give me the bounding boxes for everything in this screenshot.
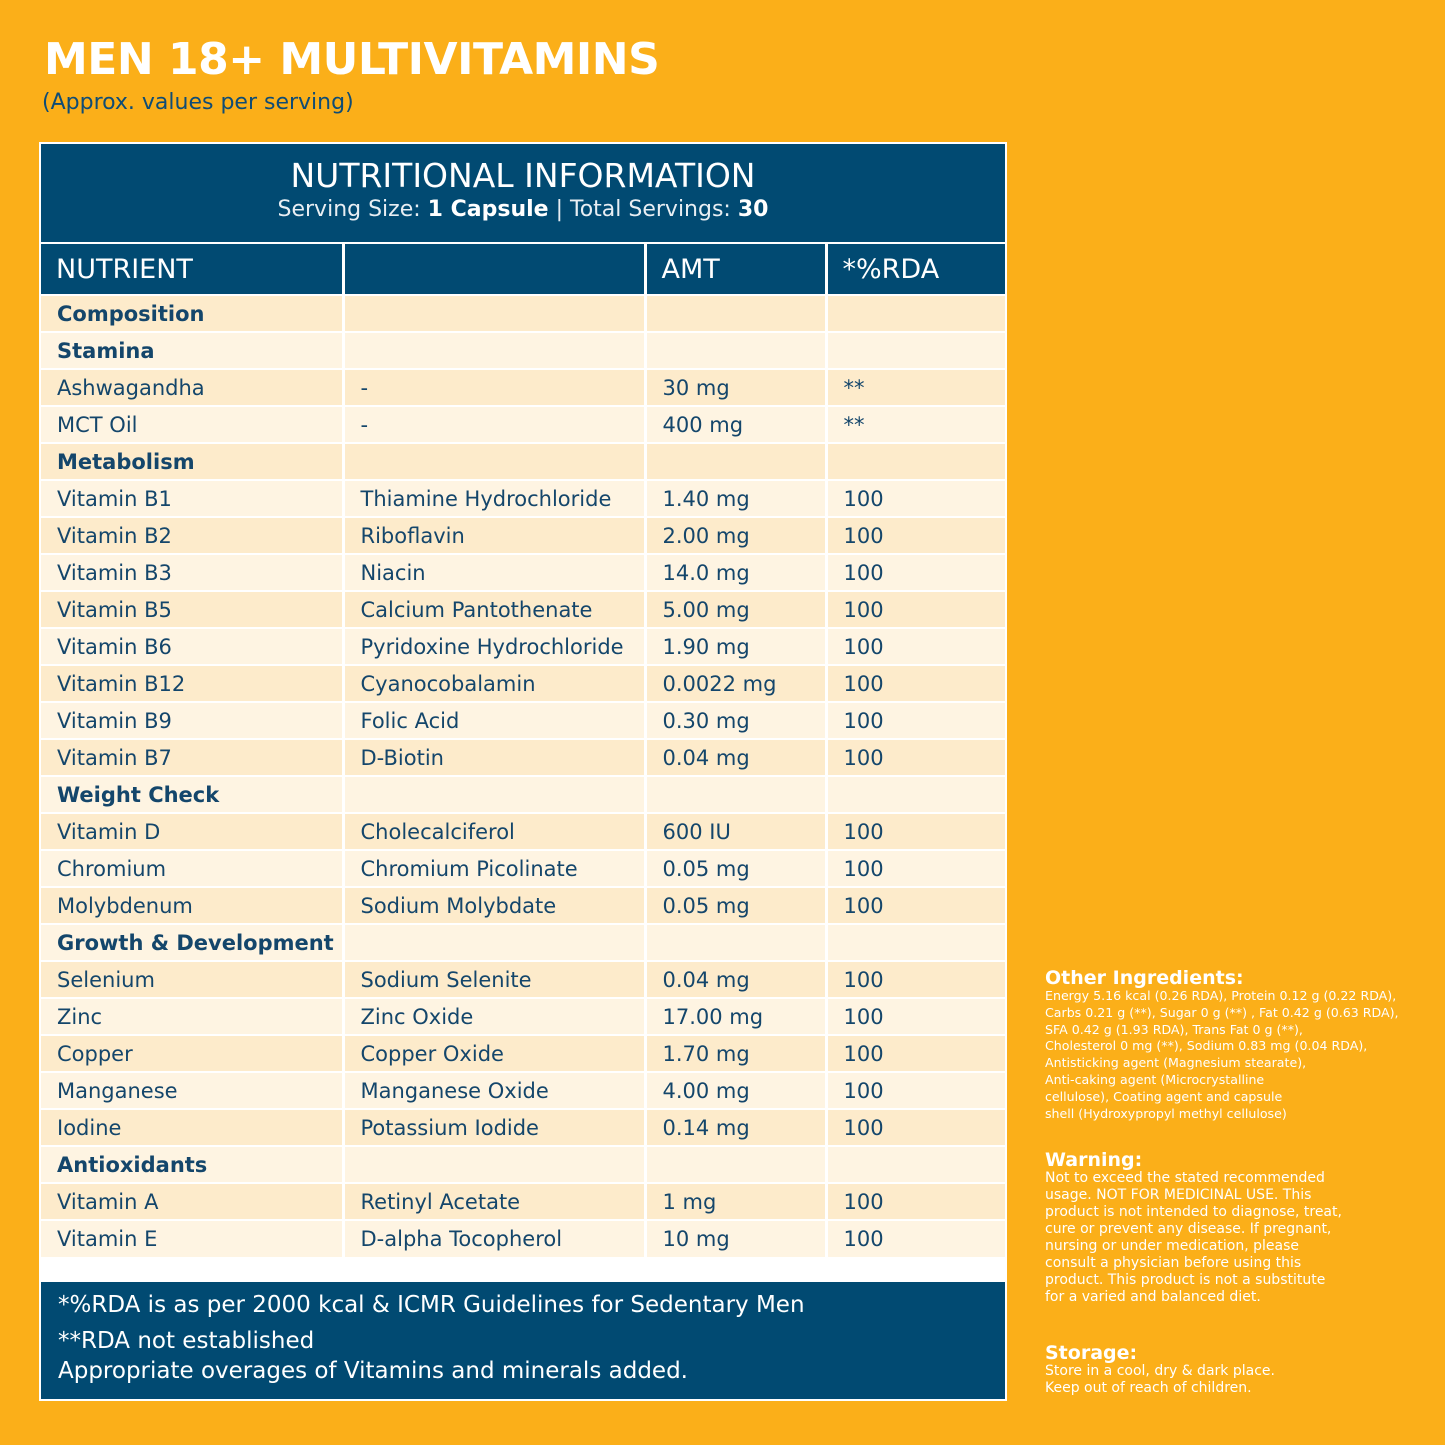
text-line: Antisticking agent (Magnesium stearate),	[1045, 1055, 1307, 1071]
table-row	[41, 554, 1005, 591]
page-title: MEN 18+ MULTIVITAMINS	[44, 34, 660, 85]
table-row	[41, 369, 1005, 406]
nutrient-cell: Iodine	[41, 1109, 343, 1146]
rda-cell: 100	[826, 1072, 1005, 1109]
page-subtitle: (Approx. values per serving)	[42, 90, 354, 115]
warning-section	[1045, 1150, 1415, 1306]
amount-cell: 1.70 mg	[645, 1035, 826, 1072]
other-ingredients-text	[1045, 988, 1415, 1122]
source-cell	[343, 295, 645, 332]
nutrient-cell: Metabolism	[41, 443, 343, 480]
nutrient-cell: Vitamin B9	[41, 702, 343, 739]
source-cell: Copper Oxide	[343, 1035, 645, 1072]
table-row	[41, 406, 1005, 443]
rda-cell: **	[826, 369, 1005, 406]
table-row	[41, 1072, 1005, 1109]
category-row	[41, 295, 1005, 332]
text-line: Carbs 0.21 g (**), Sugar 0 g (**) , Fat 0.42 g (0.63 RDA),	[1045, 1004, 1399, 1020]
rda-cell: 100	[826, 813, 1005, 850]
amount-cell: 4.00 mg	[645, 1072, 826, 1109]
source-cell: Sodium Molybdate	[343, 887, 645, 924]
text-line: usage. NOT FOR MEDICINAL USE. This	[1045, 1187, 1312, 1203]
category-row	[41, 443, 1005, 480]
column-header-source	[343, 244, 645, 295]
text-line: consult a physician before using this	[1045, 1255, 1302, 1271]
source-cell	[343, 776, 645, 813]
rda-cell: 100	[826, 739, 1005, 776]
footnote-not-established: **RDA not established	[58, 1328, 315, 1354]
rda-cell	[826, 443, 1005, 480]
table-row	[41, 517, 1005, 554]
amount-cell: 14.0 mg	[645, 554, 826, 591]
category-row	[41, 776, 1005, 813]
table-row	[41, 591, 1005, 628]
text-line: product. This product is not a substitute	[1045, 1272, 1326, 1288]
serving-label: Serving Size:	[277, 197, 428, 222]
source-cell: Thiamine Hydrochloride	[343, 480, 645, 517]
table-row	[41, 702, 1005, 739]
rda-cell	[826, 1146, 1005, 1183]
source-cell: Manganese Oxide	[343, 1072, 645, 1109]
amount-cell: 1 mg	[645, 1183, 826, 1220]
amount-cell	[645, 1146, 826, 1183]
nutrition-panel	[39, 142, 1007, 1401]
amount-cell: 5.00 mg	[645, 591, 826, 628]
text-line: product is not intended to diagnose, treat,	[1045, 1204, 1342, 1220]
amount-cell: 17.00 mg	[645, 998, 826, 1035]
nutrient-cell: Stamina	[41, 332, 343, 369]
rda-cell: 100	[826, 480, 1005, 517]
source-cell: -	[343, 406, 645, 443]
table-row	[41, 887, 1005, 924]
nutrient-cell: Copper	[41, 1035, 343, 1072]
text-line: nursing or under medication, please	[1045, 1238, 1300, 1254]
rda-cell: 100	[826, 1220, 1005, 1257]
text-line: Cholesterol 0 mg (**), Sodium 0.83 mg (0.04 RDA),	[1045, 1038, 1368, 1054]
table-row	[41, 813, 1005, 850]
table-header-row	[41, 244, 1005, 295]
nutrient-cell: Vitamin D	[41, 813, 343, 850]
table-row	[41, 1220, 1005, 1257]
category-row	[41, 924, 1005, 961]
footnote-rda: *%RDA is as per 2000 kcal & ICMR Guidelines for Sedentary Men	[58, 1292, 805, 1318]
table-row	[41, 480, 1005, 517]
table-row	[41, 1035, 1005, 1072]
amount-cell: 30 mg	[645, 369, 826, 406]
amount-cell	[645, 776, 826, 813]
source-cell: Zinc Oxide	[343, 998, 645, 1035]
rda-cell	[826, 924, 1005, 961]
nutrient-cell: Vitamin B1	[41, 480, 343, 517]
rda-cell: 100	[826, 850, 1005, 887]
amount-cell: 600 IU	[645, 813, 826, 850]
text-line: cellulose), Coating agent and capsule	[1045, 1088, 1283, 1104]
text-line: Keep out of reach of children.	[1045, 1380, 1252, 1396]
nutrient-cell: Vitamin B2	[41, 517, 343, 554]
rda-cell: 100	[826, 591, 1005, 628]
nutrient-rows	[41, 295, 1005, 1257]
text-line: cure or prevent any disease. If pregnant,	[1045, 1221, 1332, 1237]
nutrient-cell: Weight Check	[41, 776, 343, 813]
warning-heading: Warning:	[1045, 1149, 1143, 1171]
rda-cell: 100	[826, 702, 1005, 739]
amount-cell: 10 mg	[645, 1220, 826, 1257]
nutrition-heading: NUTRITIONAL INFORMATION	[290, 156, 756, 195]
footnote-overages: Appropriate overages of Vitamins and minerals added.	[58, 1358, 688, 1384]
table-row	[41, 1109, 1005, 1146]
text-line: SFA 0.42 g (1.93 RDA), Trans Fat 0 g (**),	[1045, 1021, 1303, 1037]
source-cell: Niacin	[343, 554, 645, 591]
source-cell	[343, 1146, 645, 1183]
nutrient-cell: Ashwagandha	[41, 369, 343, 406]
nutrient-table	[41, 244, 1005, 1257]
nutrient-cell: Zinc	[41, 998, 343, 1035]
source-cell: -	[343, 369, 645, 406]
source-cell: Folic Acid	[343, 702, 645, 739]
rda-cell: 100	[826, 554, 1005, 591]
other-ingredients-heading: Other Ingredients:	[1045, 967, 1244, 989]
source-cell: Retinyl Acetate	[343, 1183, 645, 1220]
rda-cell	[826, 332, 1005, 369]
text-line: for a varied and balanced diet.	[1045, 1289, 1261, 1305]
rda-cell: 100	[826, 1035, 1005, 1072]
amount-cell	[645, 332, 826, 369]
rda-cell: 100	[826, 517, 1005, 554]
table-row	[41, 961, 1005, 998]
rda-cell: 100	[826, 961, 1005, 998]
nutrient-cell: Vitamin B3	[41, 554, 343, 591]
source-cell	[343, 443, 645, 480]
storage-text	[1045, 1363, 1415, 1397]
nutrient-cell: Chromium	[41, 850, 343, 887]
serving-size-value: 1 Capsule	[427, 197, 549, 222]
storage-section	[1045, 1343, 1415, 1397]
nutrition-header	[41, 144, 1005, 242]
category-row	[41, 332, 1005, 369]
source-cell: Pyridoxine Hydrochloride	[343, 628, 645, 665]
text-line: Anti-caking agent (Microcrystalline	[1045, 1071, 1265, 1087]
text-line: shell (Hydroxypropyl methyl cellulose)	[1045, 1105, 1287, 1121]
warning-text	[1045, 1170, 1415, 1306]
nutrient-cell: Vitamin A	[41, 1183, 343, 1220]
source-cell: Potassium Iodide	[343, 1109, 645, 1146]
amount-cell: 400 mg	[645, 406, 826, 443]
table-row	[41, 850, 1005, 887]
nutrient-cell: Vitamin E	[41, 1220, 343, 1257]
nutrient-cell: MCT Oil	[41, 406, 343, 443]
rda-cell: 100	[826, 1109, 1005, 1146]
text-line: Energy 5.16 kcal (0.26 RDA), Protein 0.12 g (0.22 RDA),	[1045, 988, 1397, 1003]
source-cell: Sodium Selenite	[343, 961, 645, 998]
source-cell: Cyanocobalamin	[343, 665, 645, 702]
storage-heading: Storage:	[1045, 1342, 1138, 1364]
rda-cell: 100	[826, 665, 1005, 702]
rda-cell	[826, 776, 1005, 813]
amount-cell	[645, 295, 826, 332]
source-cell: D-alpha Tocopherol	[343, 1220, 645, 1257]
rda-cell: 100	[826, 887, 1005, 924]
table-row	[41, 1183, 1005, 1220]
source-cell: D-Biotin	[343, 739, 645, 776]
rda-cell: 100	[826, 1183, 1005, 1220]
nutrient-cell: Vitamin B7	[41, 739, 343, 776]
amount-cell: 0.0022 mg	[645, 665, 826, 702]
amount-cell	[645, 924, 826, 961]
nutrient-cell: Composition	[41, 295, 343, 332]
table-row	[41, 628, 1005, 665]
amount-cell: 0.14 mg	[645, 1109, 826, 1146]
amount-cell: 1.90 mg	[645, 628, 826, 665]
table-row	[41, 739, 1005, 776]
nutrient-cell: Antioxidants	[41, 1146, 343, 1183]
nutrient-cell: Molybdenum	[41, 887, 343, 924]
source-cell: Riboflavin	[343, 517, 645, 554]
amount-cell	[645, 443, 826, 480]
source-cell	[343, 332, 645, 369]
nutrient-cell: Manganese	[41, 1072, 343, 1109]
category-row	[41, 1146, 1005, 1183]
rda-cell: 100	[826, 628, 1005, 665]
amount-cell: 0.04 mg	[645, 961, 826, 998]
text-line: Store in a cool, dry & dark place.	[1045, 1363, 1275, 1379]
amount-cell: 0.05 mg	[645, 887, 826, 924]
amount-cell: 1.40 mg	[645, 480, 826, 517]
serving-info	[41, 197, 1005, 222]
source-cell: Chromium Picolinate	[343, 850, 645, 887]
amount-cell: 0.04 mg	[645, 739, 826, 776]
table-row	[41, 998, 1005, 1035]
rda-cell: 100	[826, 998, 1005, 1035]
column-header-rda: *%RDA	[826, 244, 1005, 295]
other-ingredients-section	[1045, 968, 1415, 1122]
serving-separator: | Total Servings:	[548, 197, 738, 222]
amount-cell: 0.05 mg	[645, 850, 826, 887]
source-cell: Cholecalciferol	[343, 813, 645, 850]
rda-cell: **	[826, 406, 1005, 443]
text-line: Not to exceed the stated recommended	[1045, 1170, 1325, 1186]
amount-cell: 0.30 mg	[645, 702, 826, 739]
column-header-amount: AMT	[645, 244, 826, 295]
amount-cell: 2.00 mg	[645, 517, 826, 554]
column-header-nutrient: NUTRIENT	[41, 244, 343, 295]
total-servings-value: 30	[737, 197, 769, 222]
source-cell	[343, 924, 645, 961]
nutrient-cell: Vitamin B6	[41, 628, 343, 665]
nutrient-cell: Vitamin B5	[41, 591, 343, 628]
nutrient-cell: Selenium	[41, 961, 343, 998]
nutrient-cell: Vitamin B12	[41, 665, 343, 702]
source-cell: Calcium Pantothenate	[343, 591, 645, 628]
nutrient-cell: Growth & Development	[41, 924, 343, 961]
table-row	[41, 665, 1005, 702]
rda-cell	[826, 295, 1005, 332]
table-footnotes	[41, 1282, 1005, 1399]
